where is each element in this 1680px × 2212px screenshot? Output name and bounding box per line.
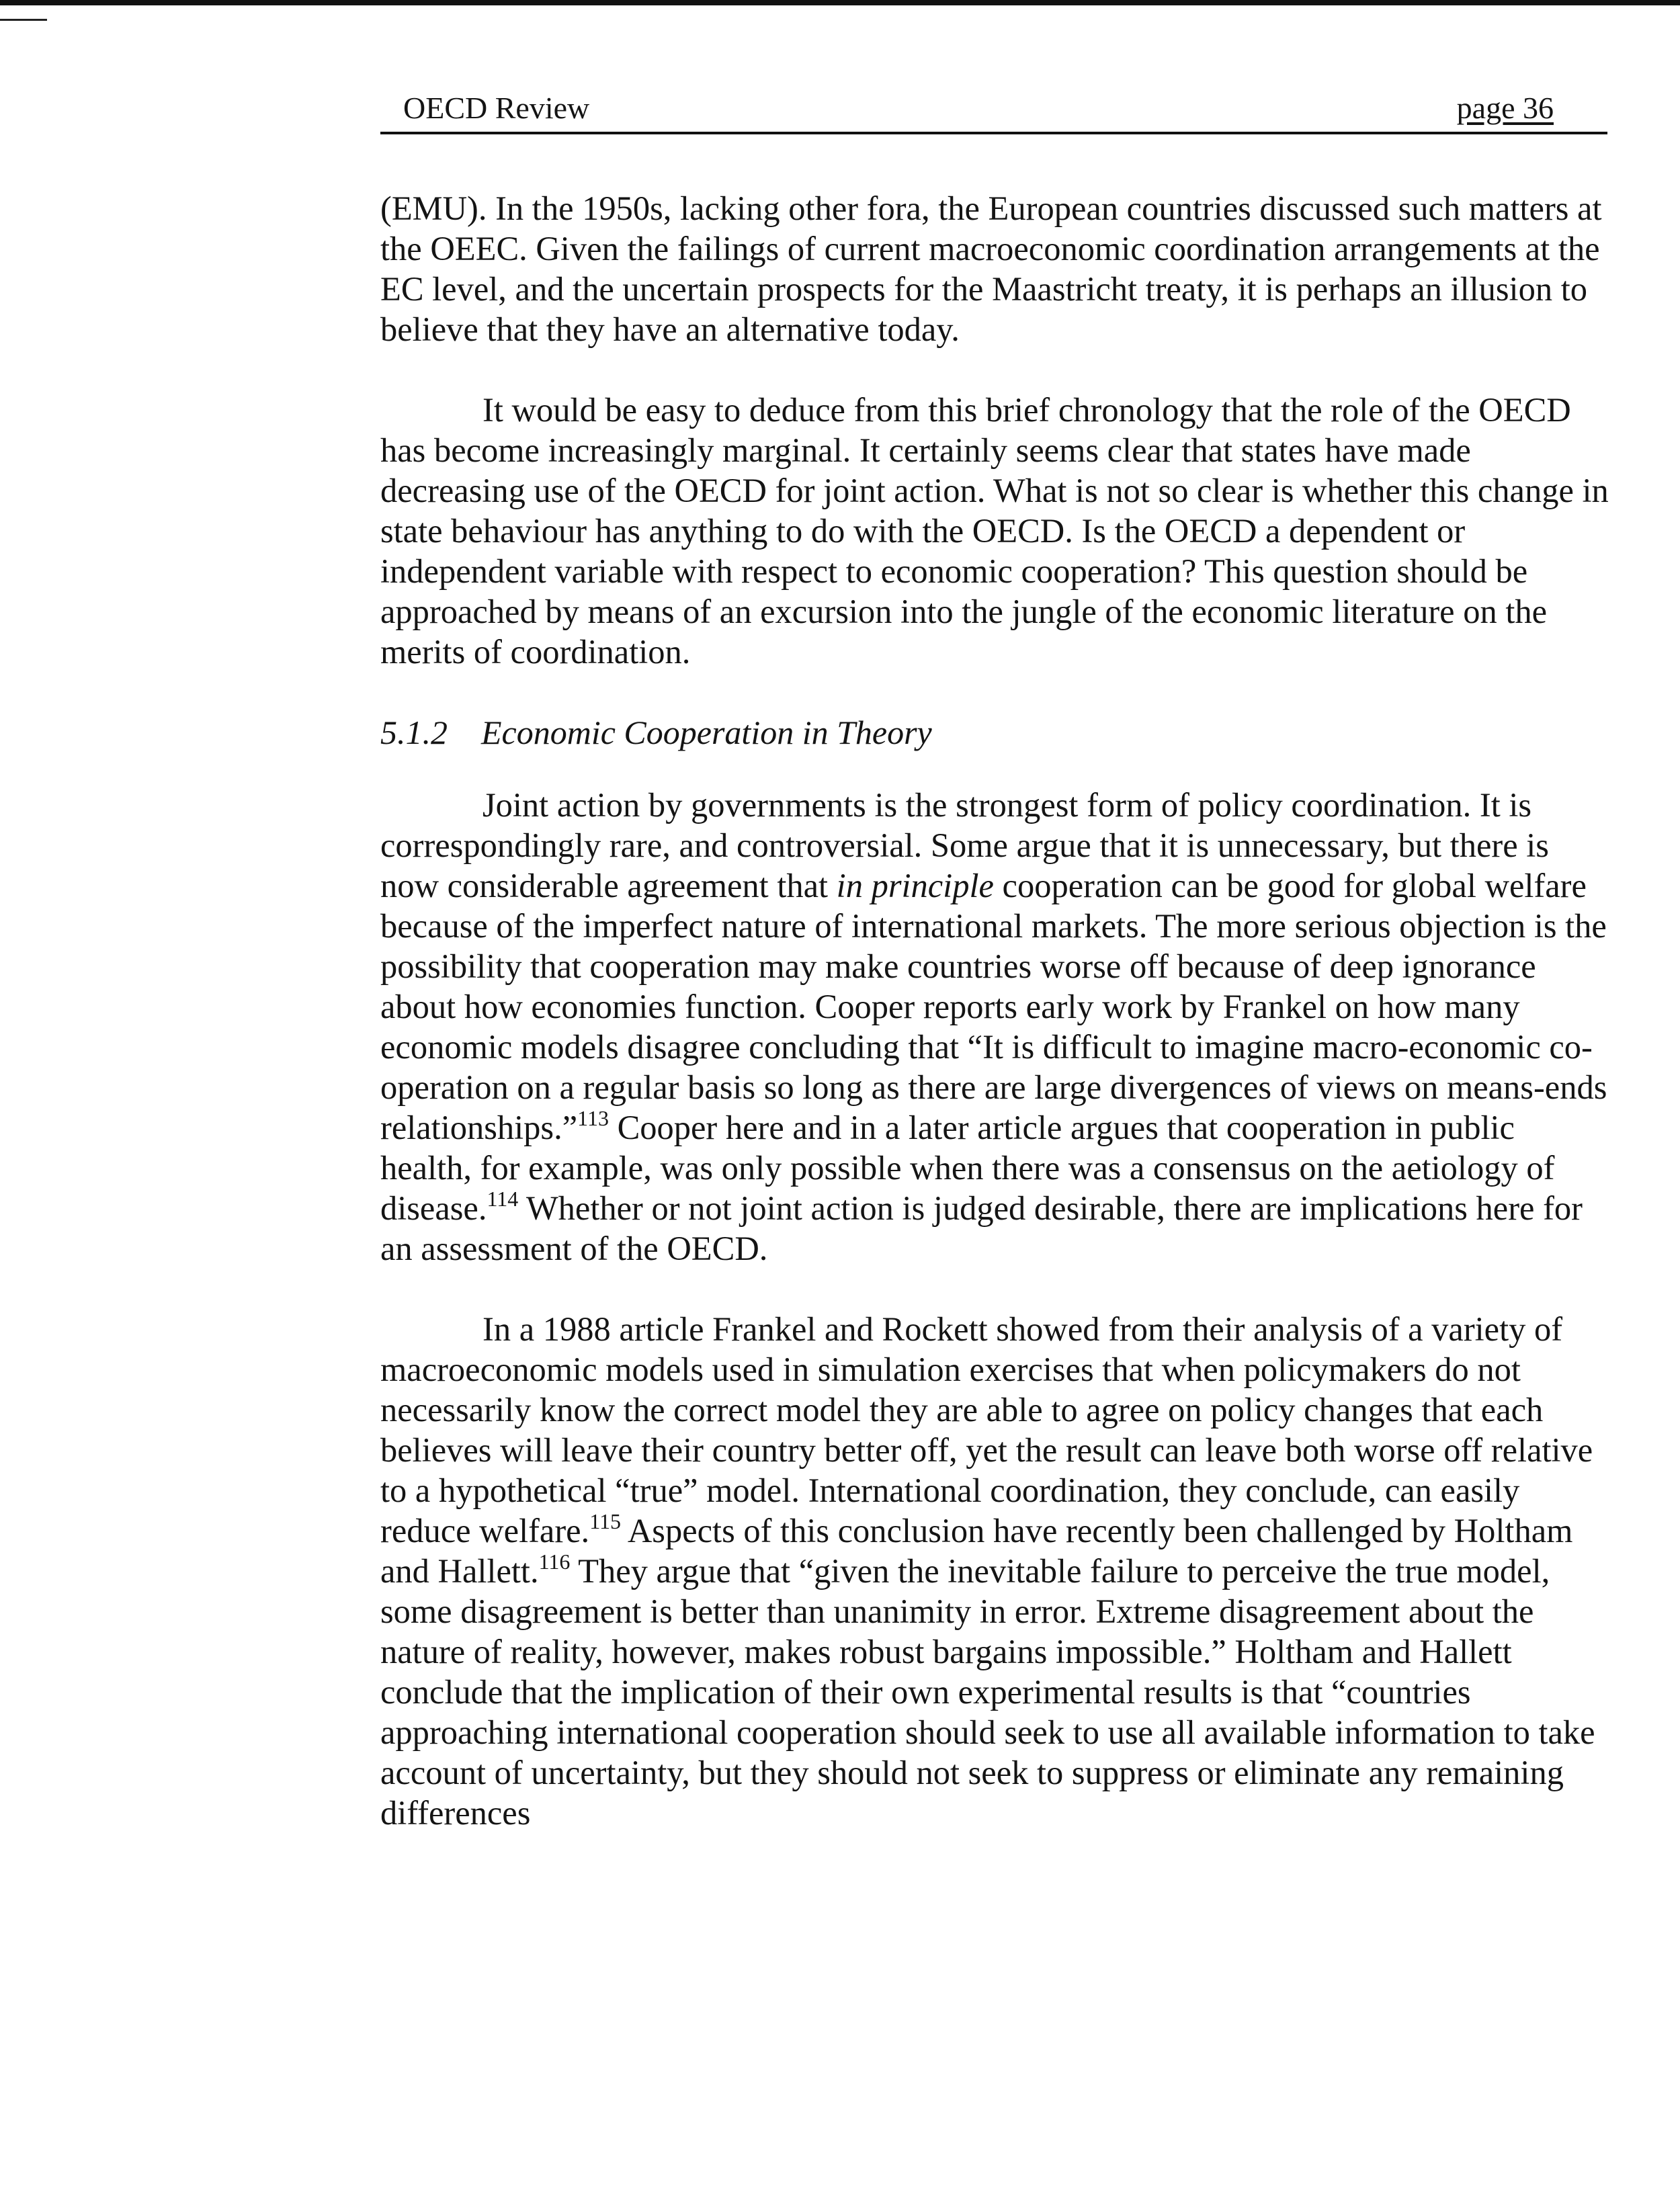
paragraph-chronology [380, 390, 1610, 672]
paragraph-text: (EMU). In the 1950s, lacking other fora, the European countries discussed such matters at the OEEC. Given the failings of current macroeconomic coordination arrangements at the EC level, and the uncertain prospects for the Maastricht treaty, it is perhaps an illusion to believe that they have an alternative today. [380, 189, 1602, 348]
header-title: OECD Review [403, 91, 590, 125]
page-body [380, 188, 1610, 1873]
page-number: page 36 [1456, 91, 1554, 125]
paragraph-text: Whether or not joint action is judged desirable, there are implications here for an assessment of the OECD. [380, 1189, 1583, 1267]
running-header [380, 86, 1607, 130]
paragraph-emu [380, 188, 1610, 349]
paragraph-text: Joint action by governments is the strongest form of policy coordination. It is correspondingly rare, and controversial. Some argue that it is unnecessary, but there is now considerable agreement that [380, 786, 1549, 904]
paragraph-text: It would be easy to deduce from this brief chronology that the role of the OECD has become increasingly marginal. It certainly seems clear that states have made decreasing use of the OECD for joint action. What is not so clear is whether this change in state behaviour has anything to do with the OECD. Is the OECD a dependent or independent variable with respect to economic cooperation? This question should be approached by means of an excursion into the jungle of the economic literature on the merits of coordination. [380, 391, 1609, 671]
section-number: 5.1.2 [380, 714, 448, 751]
section-title: Economic Cooperation in Theory [481, 714, 932, 751]
paragraph-text: In a 1988 article Frankel and Rockett showed from their analysis of a variety of macroeconomic models used in simulation exercises that when policymakers do not necessarily know the correct model they are able to agree on policy changes that each believes will leave their country better off, yet the result can leave both worse off relative to a hypothetical “true” model. International coordination, they conclude, can easily reduce welfare. [380, 1310, 1593, 1549]
emphasis-in-principle: in principle [836, 867, 994, 904]
paragraph-text: Aspects of this conclusion have recently been challenged by Holtham and Hallett. [380, 1512, 1573, 1590]
footnote-ref-116: 116 [538, 1549, 571, 1574]
paragraph-frankel-rockett [380, 1309, 1610, 1833]
footnote-ref-115: 115 [589, 1509, 621, 1533]
paragraph-joint-action [380, 785, 1610, 1269]
paragraph-text: They argue that “given the inevitable failure to perceive the true model, some disagreement is better than unanimity in error. Extreme disagreement about the nature of reality, however, makes robust bargains impossible.” Holtham and Hallett conclude that the implication of their own experimental results is that “countries approaching international cooperation should seek to use all available information to take account of uncertainty, but they should not seek to suppress or eliminate any remaining differences [380, 1552, 1595, 1832]
header-rule [380, 132, 1607, 134]
top-border-rule [0, 0, 1680, 5]
section-heading [380, 712, 1610, 753]
footnote-ref-113: 113 [577, 1106, 609, 1130]
scan-corner-mark [0, 19, 47, 21]
paragraph-text: Cooper here and in a later article argues that cooperation in public health, for example, was only possible when there was a consensus on the aetiology of disease. [380, 1109, 1555, 1227]
paragraph-text: cooperation can be good for global welfare because of the imperfect nature of international markets. The more serious objection is the possibility that cooperation may make countries worse off because of deep ignorance about how economies function. Cooper reports early work by Frankel on how many economic models disagree concluding that “It is difficult to imagine macro-economic co-operation on a regular basis so long as there are large divergences of views on means-ends relationships.” [380, 867, 1607, 1146]
footnote-ref-114: 114 [487, 1187, 519, 1211]
